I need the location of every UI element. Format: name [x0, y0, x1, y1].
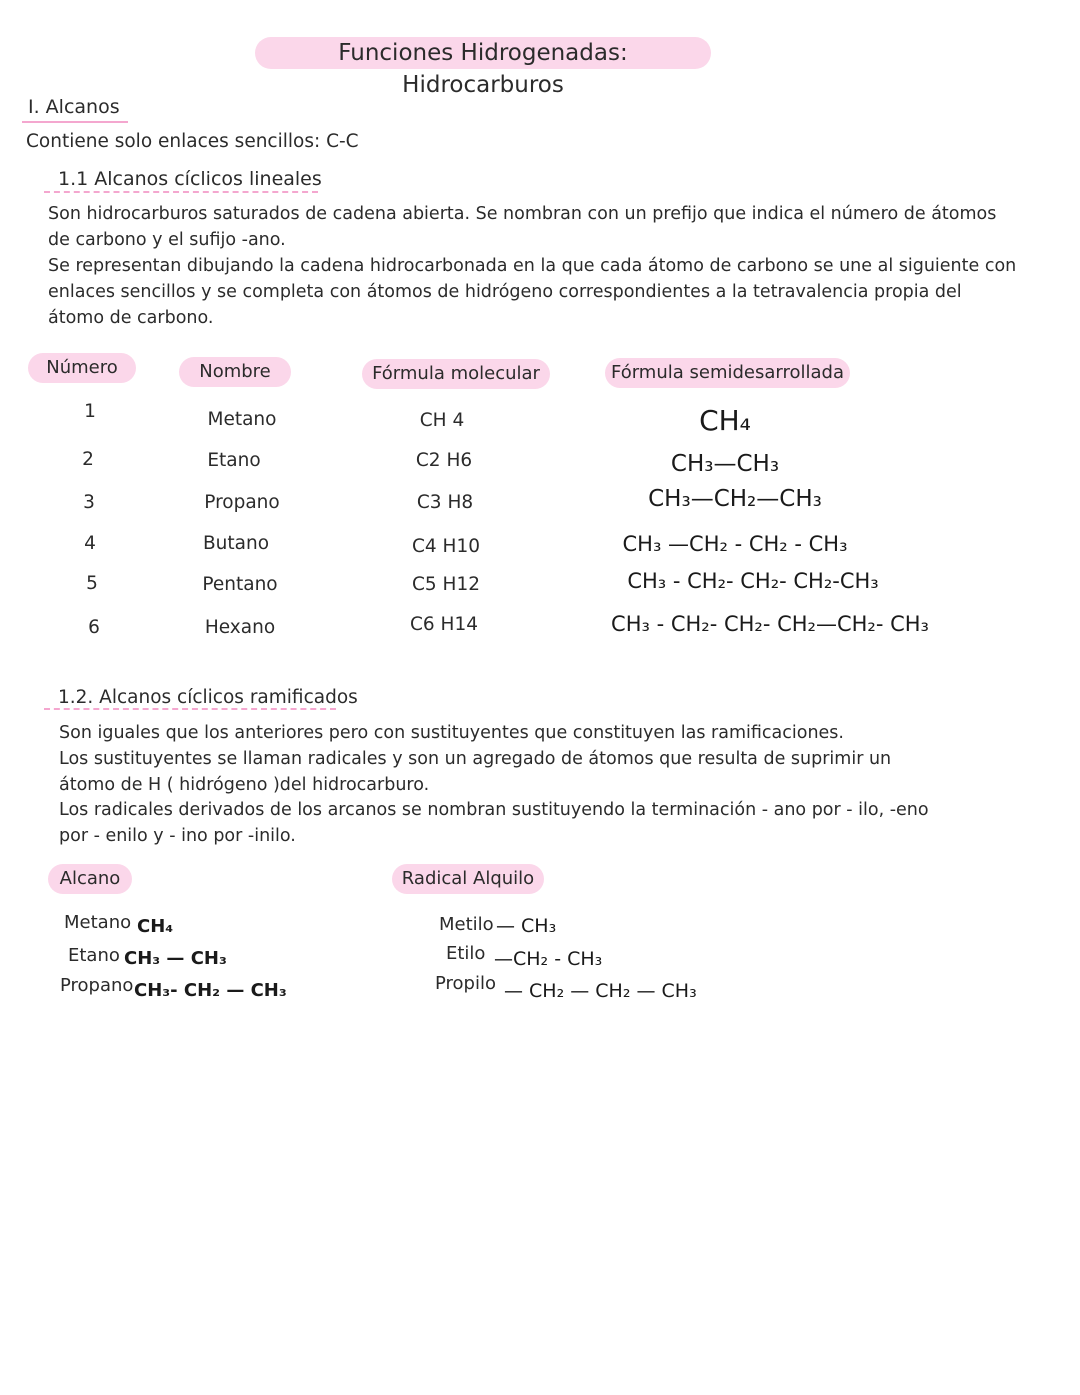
radical-formula: — CH₃ [496, 915, 557, 937]
section-intro: Contiene solo enlaces sencillos: C-C [26, 131, 359, 152]
row-number: 4 [84, 533, 96, 554]
radical-name: Metilo [439, 914, 494, 935]
alcano-formula: CH₃- CH₂ — CH₃ [134, 980, 287, 1001]
radical-name: Propilo [435, 973, 496, 994]
column-header-numero: Número [28, 353, 136, 383]
row-name: Pentano [202, 574, 278, 595]
paragraph-line: Los radicales derivados de los arcanos se nombran sustituyendo la terminación - ano por - ilo, -eno por - enilo y - ino por -inilo. [59, 800, 929, 846]
row-number: 6 [88, 617, 100, 638]
subsection-heading-lineales: 1.1 Alcanos cíclicos lineales [58, 168, 322, 190]
alcano-formula: CH₄ [137, 916, 174, 937]
row-molecular-formula: C3 H8 [416, 492, 474, 513]
column-header-nombre: Nombre [179, 357, 291, 387]
alcano-formula: CH₃ — CH₃ [124, 948, 227, 969]
row-molecular-formula: C5 H12 [411, 574, 481, 595]
radical-formula: — CH₂ — CH₂ — CH₃ [504, 980, 697, 1002]
radical-name: Etilo [446, 943, 486, 964]
row-name: Hexano [204, 617, 276, 638]
row-semi-formula: CH₃ - CH₂- CH₂- CH₂-CH₃ [627, 569, 879, 593]
row-number: 5 [86, 573, 98, 594]
row-molecular-formula: C4 H10 [411, 536, 481, 557]
radical-formula: —CH₂ - CH₃ [494, 948, 603, 970]
row-number: 2 [82, 449, 94, 470]
column-header-formula-molecular: Fórmula molecular [362, 359, 550, 389]
row-number: 3 [83, 492, 95, 513]
section-heading-alcanos: I. Alcanos [28, 96, 120, 118]
row-name: Butano [202, 533, 270, 554]
alcano-name: Propano [60, 975, 134, 996]
row-semi-formula: CH₃—CH₃ [670, 451, 780, 477]
row-molecular-formula: CH 4 [419, 410, 465, 431]
subsection-underline [44, 191, 318, 193]
row-semi-formula: CH₄ [699, 404, 751, 437]
column-header-formula-semidesarrollada: Fórmula semidesarrollada [605, 358, 850, 388]
row-name: Etano [207, 450, 261, 471]
subsection-underline [44, 708, 336, 710]
paragraph-definition: Son hidrocarburos saturados de cadena abierta. Se nombran con un prefijo que indica el número de átomos de carbono y el sufijo -ano. [48, 204, 997, 250]
alcano-name: Metano [64, 912, 132, 933]
row-name: Propano [204, 492, 280, 513]
row-number: 1 [84, 401, 96, 422]
row-molecular-formula: C2 H6 [415, 450, 473, 471]
page-title: Funciones Hidrogenadas: Hidrocarburos [255, 37, 711, 69]
row-semi-formula: CH₃ —CH₂ - CH₂ - CH₃ [622, 532, 848, 556]
row-name: Metano [207, 409, 277, 430]
paragraph-line: Son iguales que los anteriores pero con sustituyentes que constituyen las ramificaciones. [59, 723, 844, 743]
row-semi-formula: CH₃ - CH₂- CH₂- CH₂—CH₂- CH₃ [611, 612, 929, 636]
paragraph-line: Los sustituyentes se llaman radicales y son un agregado de átomos que resulta de suprimir un átomo de H ( hidrógeno )del hidrocarburo. [59, 749, 892, 795]
alcano-name: Etano [68, 945, 120, 966]
row-semi-formula: CH₃—CH₂—CH₃ [648, 486, 822, 512]
column-header-alcano: Alcano [48, 864, 132, 894]
heading-underline [22, 121, 128, 123]
column-header-radical-alquilo: Radical Alquilo [392, 864, 544, 894]
paragraph-representation: Se representan dibujando la cadena hidrocarbonada en la que cada átomo de carbono se une al siguiente con enlaces sencillos y se completa con átomos de hidrógeno correspondientes a la tetravalencia propia del átomo de carbono. [48, 256, 1017, 328]
row-molecular-formula: C6 H14 [409, 614, 479, 635]
subsection-heading-ramificados: 1.2. Alcanos cíclicos ramificados [58, 687, 358, 708]
